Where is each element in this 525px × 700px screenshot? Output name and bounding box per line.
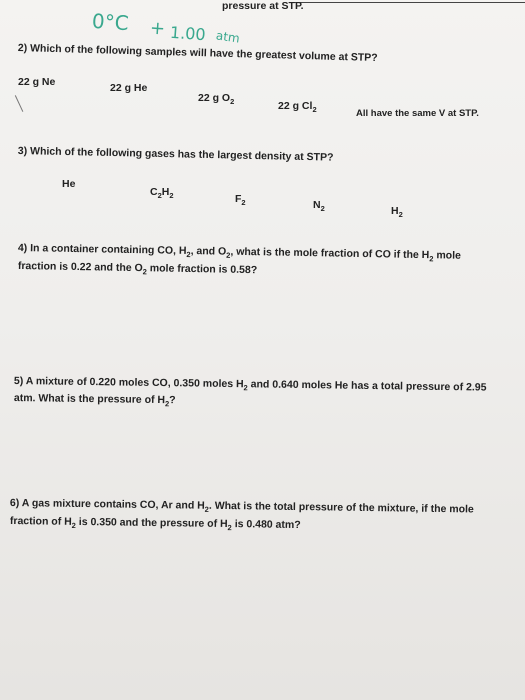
header-text: pressure at STP. (222, 0, 304, 12)
q5-line-1: 5) A mixture of 0.220 moles CO, 0.350 moles $H_2$ and 0.640 moles He has a total pressure of 2.95 (13, 375, 487, 394)
header-rule (290, 2, 525, 3)
q6-line-1: 6) A gas mixture contains CO, Ar and $H_2$. What is the total pressure of the mixture, if the mole (9, 497, 474, 516)
q3-option-h2: $H_2$ (391, 205, 403, 220)
q4-line-2: fraction is 0.22 and the $O_2$ mole fraction is 0.58? (17, 260, 258, 277)
q2-option-c: 22 g $O_2$ (198, 92, 235, 107)
handwritten-pressure: 1.00 (169, 22, 207, 45)
q2-option-b: 22 g He (110, 82, 148, 94)
handwritten-plus: + (149, 17, 166, 40)
q3-option-f2: $F_2$ (235, 193, 246, 208)
q2-option-d: 22 g $Cl_2$ (278, 100, 317, 115)
handwritten-unit: atm (215, 28, 241, 46)
q2-option-a: 22 g Ne (18, 76, 56, 88)
q3-option-n2: $N_2$ (313, 199, 325, 214)
q2-prompt: 2) Which of the following samples will have the greatest volume at STP? (17, 42, 378, 65)
handwritten-temperature: 0°C (91, 8, 130, 36)
q5-line-2: atm. What is the pressure of $H_2$? (13, 392, 176, 409)
q3-prompt: 3) Which of the following gases has the largest density at STP? (17, 145, 334, 164)
q3-option-c2h2: $C_2H_2$ (150, 186, 174, 201)
q3-option-he: He (62, 178, 76, 190)
q6-line-2: fraction of $H_2$ is 0.350 and the pressure of $H_2$ is 0.480 atm? (9, 515, 301, 533)
q2-option-e: All have the same V at STP. (356, 108, 479, 119)
pencil-mark (15, 90, 34, 112)
q4-line-1: 4) In a container containing CO, $H_2$, and $O_2$, what is the mole fraction of CO if the $H_2$ mole (17, 242, 462, 264)
